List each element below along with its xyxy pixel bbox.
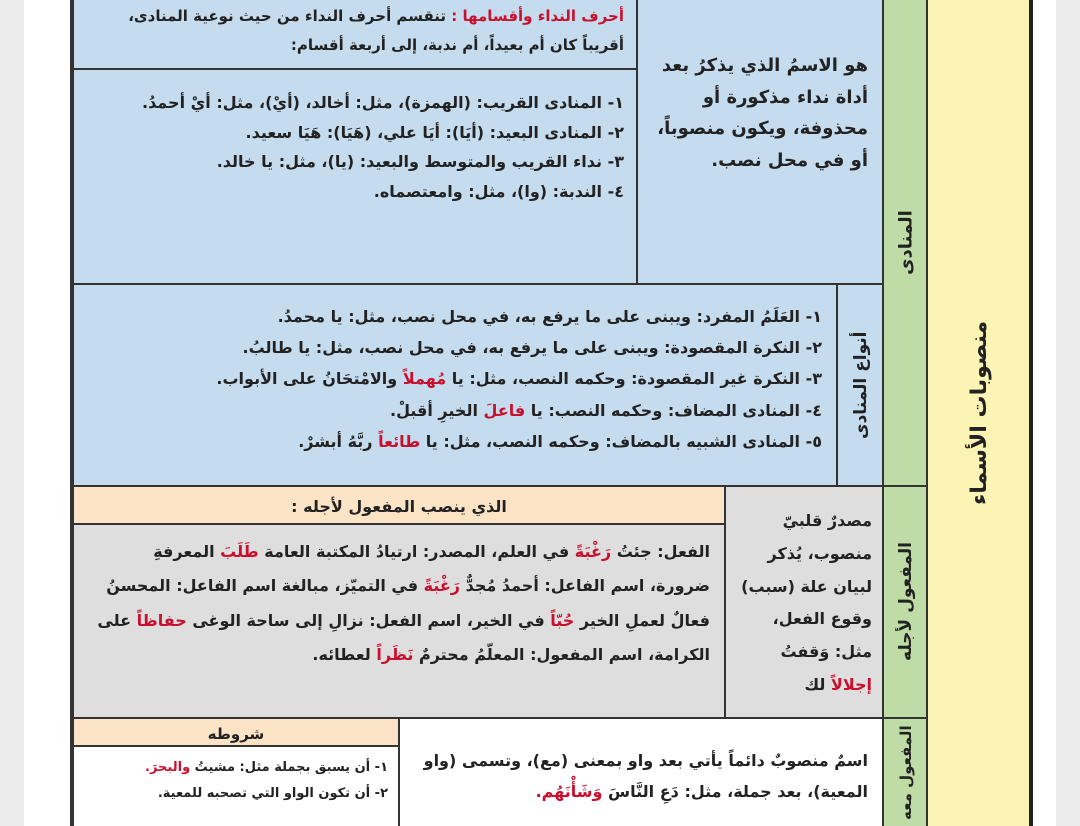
- munada-section-2: ٢- المنادى البعيد: (أيَا): أيَا علي، (هَيَا): هَيَا سعيد.: [245, 122, 624, 142]
- highlighted-word: نَظَراً: [376, 645, 414, 665]
- body-text: في الخير، اسم الفعل: نزالِ إلى ساحة الوغى: [186, 610, 551, 630]
- maah-conditions-title: شروطه: [207, 725, 265, 743]
- munada-section-3: ٣- نداء القريب والمتوسط والبعيد: (يا)، مثل: يا خالد.: [216, 152, 624, 172]
- body-text: لعطائه.: [312, 645, 377, 665]
- highlighted-word: رَغْبَةً: [574, 542, 612, 561]
- liajlih-definition: مصدرٌ قلبيّ منصوب، يُذكر لبيان علة (سبب) وقوع الفعل، مثل: وَقفتُ إجلالاً لك: [741, 511, 872, 694]
- body-text: على الكرامة، اسم المفعول: المعلّمُ محترمٌ: [97, 610, 710, 665]
- maah-condition-2: ٢- أن تكون الواو التي تصحبه للمعية.: [157, 786, 388, 801]
- body-text: في العلم، المصدر: ارتيادُ المكتبة العامة: [258, 542, 575, 561]
- munada-definition: هو الاسمُ الذي يذكرُ بعد أداة نداء مذكورة أو محذوفة، ويكون منصوباً، أو في محل نصب.: [657, 55, 868, 171]
- main-title: منصوبات الأسماء: [967, 320, 992, 506]
- highlighted-word: حفاظاً: [136, 610, 187, 630]
- main-title-column: [926, 0, 1029, 826]
- highlighted-word: طَلَبَ: [220, 542, 259, 561]
- munada-letters-intro: تنقسم أحرف النداء من حيث نوعية المنادى، أقريباً كان أم بعيداً، أم ندبة، إلى أربعة أقسام:: [128, 7, 624, 54]
- page-edge-line: [1029, 0, 1033, 826]
- munada-label-cell: [882, 0, 926, 485]
- maah-condition-1: ١- أن يسبق بجملة مثل: مشيتُ والبحرَ.: [145, 760, 388, 775]
- liajlih-label-cell: [882, 485, 926, 717]
- highlighted-word: رَغْبَةً: [423, 576, 460, 596]
- munada-type-5: ٥- المنادى الشبيه بالمضاف: وحكمه النصب، مثل: يا طائعاً ربَّهُ أبشرْ.: [298, 431, 822, 451]
- munada-definition-cell: [636, 0, 882, 283]
- maah-label: المفعول معه: [897, 725, 915, 820]
- munada-type-1: ١- العَلَمُ المفرد: ويبنى على ما يرفع به، في محل نصب، مثل: يا محمدُ.: [277, 307, 822, 326]
- munada-type-4: ٤- المنادى المضاف: وحكمه النصب: يا فاعلَ الخيرِ أقبلْ.: [390, 400, 822, 420]
- maah-definition-cell: [398, 717, 882, 826]
- munada-type-3: ٣- النكرة غير المقصودة: وحكمه النصب، مثل: يا مُهملاً والامْتحَانُ على الأبواب.: [216, 369, 822, 389]
- munada-letters-cell: [72, 0, 636, 70]
- munada-section-4: ٤- الندبة: (وا)، مثل: وامعتصماه.: [373, 181, 624, 201]
- highlighted-word: حُبّاً: [550, 610, 575, 630]
- liajlih-body: [88, 535, 710, 673]
- maah-conditions-cell: [72, 747, 398, 826]
- left-border: [70, 0, 72, 826]
- maah-definition: اسمٌ منصوبٌ دائماً يأتي بعد واو بمعنى (مع)، وتسمى (واو المعية)، بعد جملة، مثل: دَعِ النَّاسَ وَشَأْنَهُم.: [423, 751, 868, 802]
- liajlih-label: المفعول لأجله: [896, 542, 916, 662]
- munada-label: المنادى: [895, 210, 917, 275]
- liajlih-body-cell: [72, 525, 724, 717]
- body-text: الفعل: جئتُ: [611, 542, 710, 561]
- munada-types-label-cell: [836, 283, 882, 485]
- munada-types-label: أنواع المنادى: [851, 331, 871, 439]
- munada-section-1: ١- المنادى القريب: (الهمزة)، مثل: أخالد، (أيْ)، مثل: أيْ أحمدُ.: [141, 93, 624, 112]
- munada-type-2: ٢- النكرة المقصودة: ويبنى على ما يرفع به، في محل نصب، مثل: يا طالبُ.: [242, 338, 822, 358]
- liajlih-definition-cell: [724, 485, 882, 717]
- munada-letters-title: أحرف النداء وأقسامها :: [451, 7, 624, 25]
- liajlih-header: الذي ينصب المفعول لأجله :: [291, 497, 507, 516]
- liajlih-header-cell: [72, 485, 724, 525]
- munada-sections-cell: [72, 70, 636, 283]
- munada-types-cell: [72, 283, 836, 485]
- maah-conditions-title-cell: [72, 717, 398, 747]
- page: [24, 0, 1056, 826]
- body-text: في التميّز، مبالغة اسم الفاعل: المحسنُ فعالٌ لعملِ الخير: [106, 576, 710, 630]
- body-text: المعرفةِ ضرورة، اسم الفاعل: أحمدُ مُجدٌّ: [153, 542, 710, 596]
- maah-label-cell: [882, 717, 926, 826]
